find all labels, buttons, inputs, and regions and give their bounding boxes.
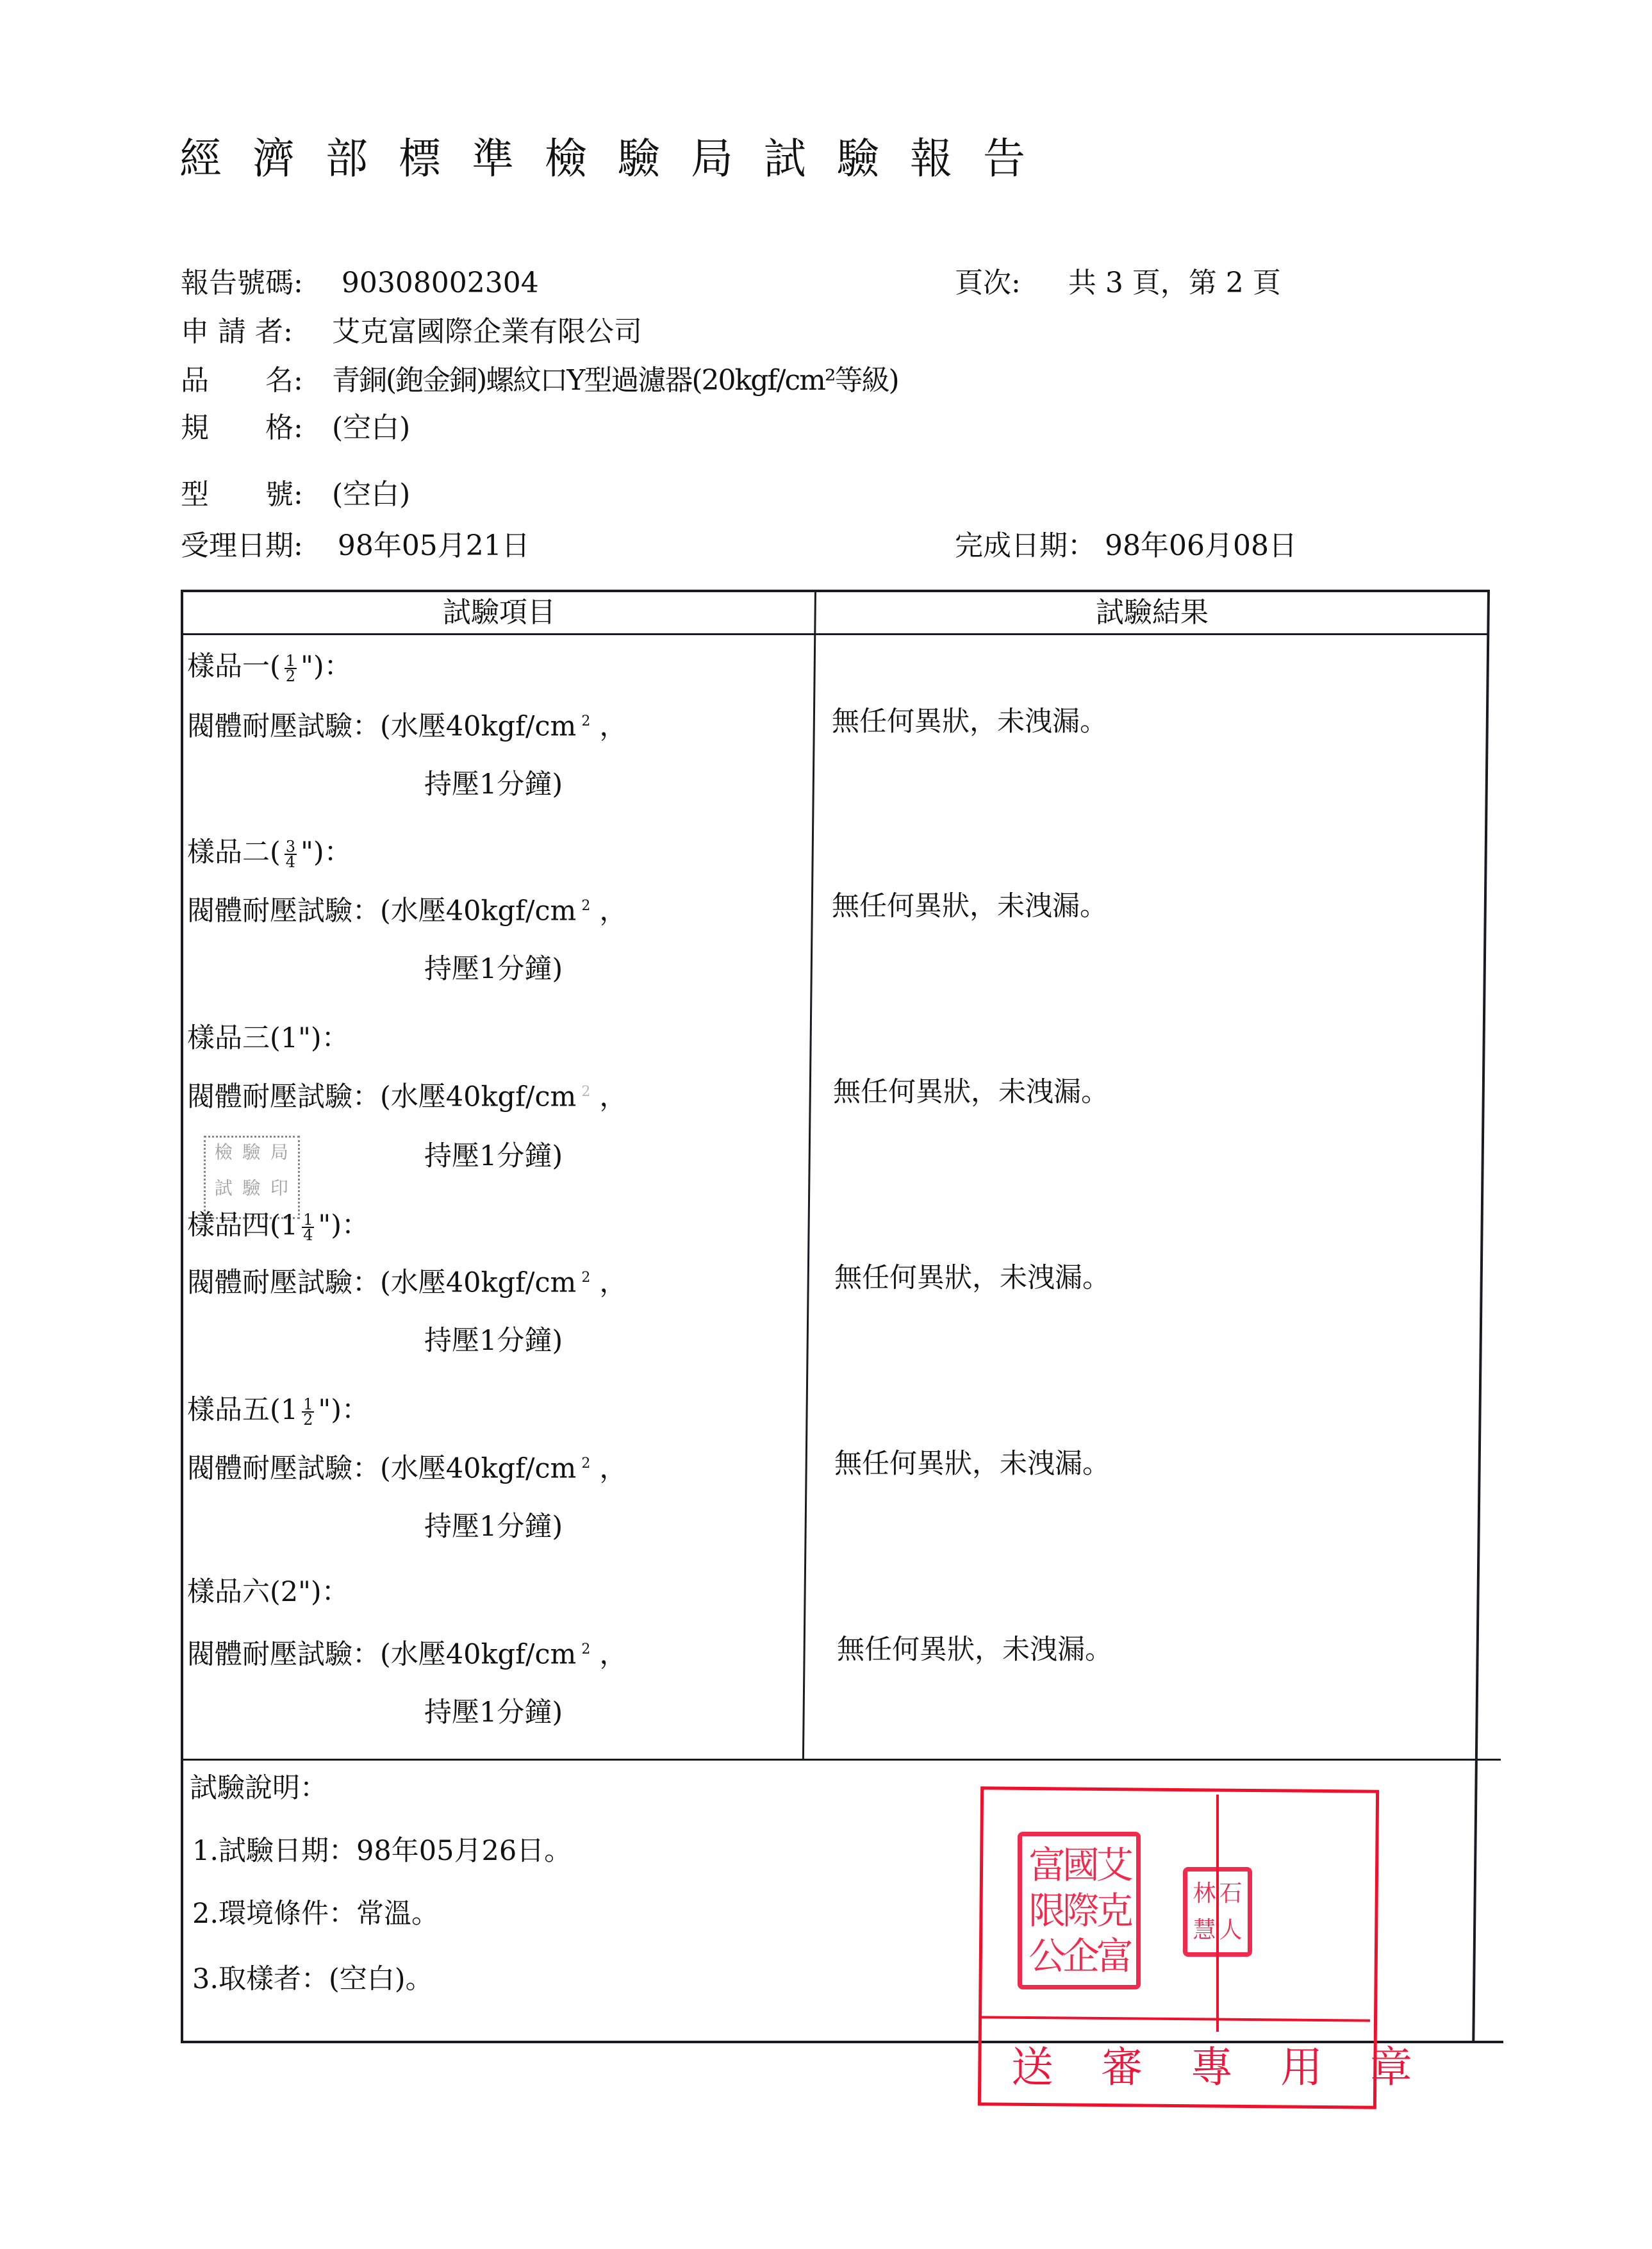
table-left-border: [181, 590, 183, 2043]
spec-label: 規 格:: [181, 411, 303, 444]
model-label: 型 號:: [181, 478, 303, 511]
test-condition-line1: 閥體耐壓試驗：(水壓40kgf/cm $^2$ ，: [187, 895, 627, 927]
sample-label: 樣品四(1 $\frac{1}{4}$ ")：: [187, 1209, 369, 1244]
size-fraction: $\frac{1}{4}$: [303, 1211, 313, 1244]
remark-item: 3.取樣者：(空白)。: [192, 1963, 433, 1995]
sample-label: 樣品二( $\frac{3}{4}$ ")：: [187, 836, 352, 871]
spec-value: (空白): [332, 411, 411, 444]
sample-label: 樣品五(1 $\frac{1}{2}$ ")：: [187, 1394, 369, 1429]
test-condition-line2: 持壓1分鐘): [424, 1511, 563, 1543]
completed-date-value: 98年06月08日: [1105, 529, 1297, 562]
received-date-label: 受理日期:: [181, 529, 303, 562]
test-result: 無任何異狀，未洩漏。: [833, 1076, 1109, 1108]
test-condition-line2: 持壓1分鐘): [424, 1140, 563, 1172]
test-condition-line1: 閥體耐壓試驗：(水壓40kgf/cm $^2$ ，: [187, 1638, 627, 1671]
test-result: 無任何異狀，未洩漏。: [832, 890, 1107, 922]
table-top-border: [181, 590, 1489, 592]
test-condition-line1: 閥體耐壓試驗：(水壓40kgf/cm $^2$ ，: [187, 1266, 627, 1299]
page-value: 共 3 頁，第 2 頁: [1068, 267, 1281, 299]
size-value: 2: [280, 1576, 299, 1608]
product-row: [181, 363, 898, 399]
report-title: 經濟部標準檢驗局試驗報告: [179, 134, 1056, 183]
model-row: [181, 477, 410, 513]
size-value: 1: [280, 1022, 299, 1054]
model-value: (空白): [332, 478, 411, 511]
remark-item: 2.環境條件：常溫。: [192, 1898, 440, 1930]
size-fraction: $\frac{1}{2}$: [303, 1395, 313, 1429]
page-label: 頁次:: [955, 267, 1021, 299]
test-result: 無任何異狀，未洩漏。: [832, 706, 1107, 738]
table-header-divider: [181, 633, 1489, 635]
test-condition-line2: 持壓1分鐘): [424, 953, 563, 985]
column-header-test-item: 試驗項目: [443, 596, 556, 629]
spec-row: [181, 410, 410, 446]
sample-label: 樣品一( $\frac{1}{2}$ ")：: [187, 651, 352, 685]
table-column-divider: [802, 590, 816, 1760]
product-label: 品 名:: [181, 364, 303, 397]
faint-seal-impression: 檢 驗 局 試 驗 印: [204, 1136, 300, 1219]
report-number-row: [181, 265, 539, 301]
test-condition-line1: 閥體耐壓試驗：(水壓40kgf/cm $^2$ ，: [187, 1081, 627, 1113]
stamp-caption: 送審專用章: [1011, 2043, 1460, 2092]
test-condition-line2: 持壓1分鐘): [424, 768, 563, 801]
test-condition-line2: 持壓1分鐘): [424, 1325, 563, 1357]
test-result: 無任何異狀，未洩漏。: [834, 1262, 1110, 1294]
test-condition-line1: 閥體耐壓試驗：(水壓40kgf/cm $^2$ ，: [187, 1452, 627, 1485]
applicant-label: 申 請 者:: [181, 315, 293, 348]
sample-label: 樣品三(1")：: [187, 1022, 349, 1054]
report-number-label: 報告號碼:: [181, 267, 303, 299]
applicant-row: [181, 314, 642, 350]
column-header-test-result: 試驗結果: [1096, 596, 1209, 629]
sample-label: 樣品六(2")：: [187, 1576, 349, 1608]
applicant-value: 艾克富國際企業有限公司: [332, 315, 642, 348]
completed-date-label: 完成日期：: [955, 529, 1096, 562]
person-seal: 林 石 慧 人: [1183, 1867, 1252, 1957]
received-date-value: 98年05月21日: [337, 529, 530, 562]
company-seal: 富 國 艾 限 際 克 公 企 富: [1018, 1832, 1141, 1989]
received-date-row: [181, 528, 530, 564]
page-row: [955, 265, 1281, 301]
size-fraction: $\frac{1}{2}$: [285, 652, 296, 685]
table-results-bottom: [181, 1759, 1501, 1761]
test-result: 無任何異狀，未洩漏。: [834, 1448, 1110, 1480]
test-condition-line1: 閥體耐壓試驗：(水壓40kgf/cm $^2$ ，: [187, 710, 627, 743]
table-right-border: [1472, 590, 1490, 2042]
remark-item: 1.試驗日期：98年05月26日。: [192, 1835, 572, 1867]
test-condition-line2: 持壓1分鐘): [424, 1697, 563, 1729]
product-value: 青銅(鉋金銅)螺紋口Y型過濾器(20kgf/cm²等級): [332, 364, 898, 397]
report-number-value: 90308002304: [341, 267, 539, 299]
test-result: 無任何異狀，未洩漏。: [837, 1634, 1112, 1666]
size-fraction: $\frac{3}{4}$: [285, 838, 296, 871]
completed-date-row: [955, 528, 1297, 564]
remarks-title: 試驗說明：: [190, 1772, 327, 1804]
